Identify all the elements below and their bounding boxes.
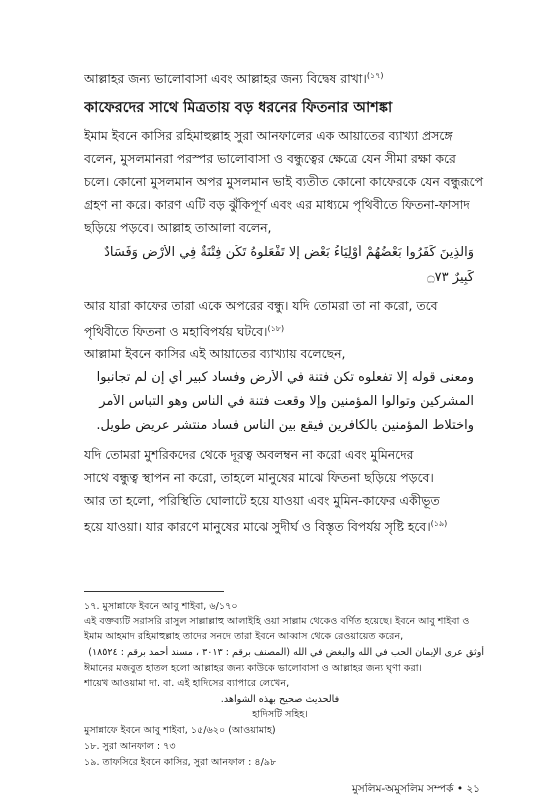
footnote-17-arabic-hadith: أوثق عرى الإيمان الحب في الله والبغض في الله (المصنف برقم : ٣٠١٣ ، مسند أحمد برقم : ١٨٥٢٤) (88, 647, 484, 658)
running-footer: মুসলিম-অমুসলিম সম্পর্ক • ২১ (351, 783, 480, 795)
footnote-ref-19[interactable]: (১৯) (430, 519, 448, 528)
footnote-17-text-a: এই বক্তব্যটি সরাসরি রাসুল সাল্লাল্লাহু আলাইহি ওয়া সাল্লাম থেকেও বর্ণিত হয়েছে। ইবনে আবু শাইবা ও (84, 616, 470, 627)
quran-verse-line-1: وَالَّذِينَ كَفَرُوا بَعْضُهُمْ أَوْلِيَاءُ بَعْضٍ إِلَّا تَفْعَلُوهُ تَكُن فِتْنَةٌ فِي الْأَرْضِ وَفَسَادٌ (104, 245, 474, 260)
footnote-17-text-f: মুসান্নাফে ইবনে আবু শাইবা, ১৫/৬২০ (আওয়ামাহ) (84, 725, 276, 736)
footnote-17: ১৭. মুসান্নাফে ইবনে আবু শাইবা, ৬/১৭০ (84, 601, 238, 612)
footnote-divider (84, 591, 224, 592)
verse-translation-line-2 (84, 319, 484, 342)
intro-text: আল্লাহর জন্য ভালোবাসা এবং আল্লাহর জন্য বিদ্বেষ রাখা। (84, 71, 367, 87)
tafsir-quote-line-3: واختلاط المؤمنين بالكافرين فيقع بين الناس فساد منتشر عريض طويل. (96, 418, 474, 433)
para1-line-2: বলেন, মুসলমানরা পরস্পর ভালোবাসা ও বন্ধুত্বের ক্ষেত্রে যেন সীমা রক্ষা করে (84, 151, 456, 166)
para2-line-4 (84, 514, 484, 537)
tafsir-quote-line-2: المشركين وتوالوا المؤمنين وإلا وقعت فتنة في الناس وهو التباس الأمر (99, 394, 474, 409)
quote-intro: আল্লামা ইবনে কাসির এই আয়াতের ব্যাখ্যায় বলেছেন, (84, 346, 346, 361)
para2-line-2: সাথে বন্ধুত্ব স্থাপন না করো, তাহলে মানুষের মাঝে ফিতনা ছড়িয়ে পড়বে। (84, 470, 434, 485)
para2-line-1: যদি তোমরা মুশরিকদের থেকে দূরত্ব অবলম্বন না করো এবং মুমিনদের (84, 447, 414, 462)
footnote-17-text-c: ঈমানের মজবুত হাতল হলো আল্লাহর জন্য কাউকে ভালোবাসা ও আল্লাহর জন্য ঘৃণা করা। (84, 663, 422, 674)
para1-line-5: ছড়িয়ে পড়বে। আল্লাহ তাআলা বলেন, (84, 220, 272, 235)
footnote-19: ১৯. তাফসিরে ইবনে কাসির, সুরা আনফাল : ৪/৯৮ (84, 757, 277, 768)
tafsir-quote-line-1: ومعنى قوله إلا تفعلوه تكن فتنة في الأرض وفساد كبير أي إن لم تجانبوا (96, 370, 474, 385)
section-heading: কাফেরদের সাথে মিত্রতায় বড় ধরনের ফিতনার আশঙ্কা (84, 100, 393, 116)
footnote-ref-17[interactable]: (১৭) (366, 71, 384, 80)
verse-translation-text: পৃথিবীতে ফিতনা ও মহাবিপর্যয় ঘটবে। (84, 324, 268, 340)
intro-line (84, 66, 484, 89)
footnote-17-text-e: হাদিসটি সহিহ। (252, 709, 308, 720)
footnote-17-arabic-grading: فالحديث صحيح بهذه الشواهد. (220, 694, 340, 705)
footnote-ref-18[interactable]: (১৮) (267, 324, 285, 333)
para2-line-3: আর তা হলো, পরিস্থিতি ঘোলাটে হয়ে যাওয়া এবং মুমিন-কাফের একীভূত (84, 493, 440, 508)
para1-line-4: গ্রহণ না করে। কারণ এটি বড় ঝুঁকিপূর্ণ এবং এর মাধ্যমে পৃথিবীতে ফিতনা-ফাসাদ (84, 197, 470, 212)
para1-line-3: চলে। কোনো মুসলমান অপর মুসলমান ভাই ব্যতীত কোনো কাফেরকে যেন বন্ধুরূপে (84, 174, 483, 189)
footnote-18: ১৮. সুরা আনফাল : ৭৩ (84, 741, 176, 752)
footnote-17-text-b: ইমাম আহমাদ রহিমাহুল্লাহ তাদের সনদে তারা ইবনে আব্বাস থেকে রেওয়ায়েত করেন, (84, 631, 404, 642)
verse-translation-line-1: আর যারা কাফের তারা একে অপরের বন্ধু। যদি তোমরা তা না করো, তবে (84, 298, 438, 313)
quran-verse-line-2: كَبِيرٌ ۝٧٣ (427, 270, 474, 285)
para2-last-text: হয়ে যাওয়া। যার কারণে মানুষের মাঝে সুদীর্ঘ ও বিস্তৃত বিপর্যয় সৃষ্টি হবে। (84, 519, 431, 535)
para1-line-1: ইমাম ইবনে কাসির রহিমাহুল্লাহ সুরা আনফালের এক আয়াতের ব্যাখ্যা প্রসঙ্গে (84, 128, 453, 143)
footnote-17-text-d: শায়েখ আওয়ামা দা. বা. এই হাদিসের ব্যাপারে লেখেন, (84, 678, 290, 689)
